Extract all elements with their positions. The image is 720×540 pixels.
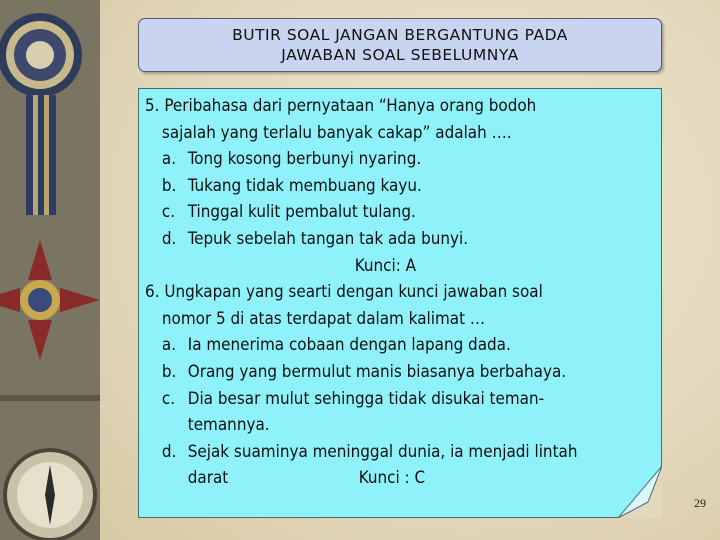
slide-title-line1: BUTIR SOAL JANGAN BERGANTUNG PADA — [232, 26, 568, 44]
q5-option-b — [145, 173, 657, 200]
question-text-block — [145, 93, 660, 492]
option-letter: a. — [161, 335, 177, 356]
slide-title-box — [138, 18, 662, 72]
option-letter: d. — [161, 441, 177, 462]
option-text: Tukang tidak membuang kayu. — [187, 175, 422, 196]
q6-option-c-cont: temannya. — [187, 415, 270, 436]
option-text: Orang yang bermulut manis biasanya berbahaya. — [187, 361, 567, 382]
option-text: Tong kosong berbunyi nyaring. — [187, 149, 422, 170]
option-text: Ia menerima cobaan dengan lapang dada. — [187, 335, 511, 356]
q5-answer-key: Kunci: A — [354, 255, 417, 276]
slide-title-line2: JAWABAN SOAL SEBELUMNYA — [281, 46, 519, 64]
q6-option-d — [145, 439, 657, 466]
q5-option-c — [145, 199, 657, 226]
option-letter: a. — [161, 149, 177, 170]
q6-option-c — [145, 386, 657, 413]
option-text-cont: darat — [187, 468, 229, 489]
q5-option-a — [145, 146, 657, 173]
q6-option-a — [145, 332, 657, 359]
option-text: Sejak suaminya meninggal dunia, ia menjadi lintah — [187, 441, 578, 462]
q5-stem-line2: sajalah yang terlalu banyak cakap” adalah …. — [161, 122, 512, 143]
q6-stem-line2: nomor 5 di atas terdapat dalam kalimat … — [161, 308, 486, 329]
q6-option-b — [145, 359, 657, 386]
q6-option-d-cont — [145, 465, 657, 492]
option-letter: d. — [161, 228, 177, 249]
q6-answer-key: Kunci : C — [358, 468, 426, 489]
page-number: 29 — [694, 496, 706, 510]
option-letter: b. — [161, 175, 177, 196]
q5-stem-line1: 5. Peribahasa dari pernyataan “Hanya orang bodoh — [145, 96, 537, 116]
option-letter: c. — [161, 202, 176, 223]
medal-illustration — [0, 0, 100, 540]
option-letter: b. — [161, 361, 177, 382]
q6-stem-line1: 6. Ungkapan yang searti dengan kunci jawaban soal — [145, 282, 543, 303]
option-text: Tinggal kulit pembalut tulang. — [187, 202, 416, 223]
option-text: Dia besar mulut sehingga tidak disukai teman- — [187, 388, 545, 409]
option-text: Tepuk sebelah tangan tak ada bunyi. — [187, 228, 469, 249]
option-letter: c. — [161, 388, 176, 409]
q5-option-d — [145, 226, 657, 253]
decorative-medal-photo — [0, 0, 100, 540]
